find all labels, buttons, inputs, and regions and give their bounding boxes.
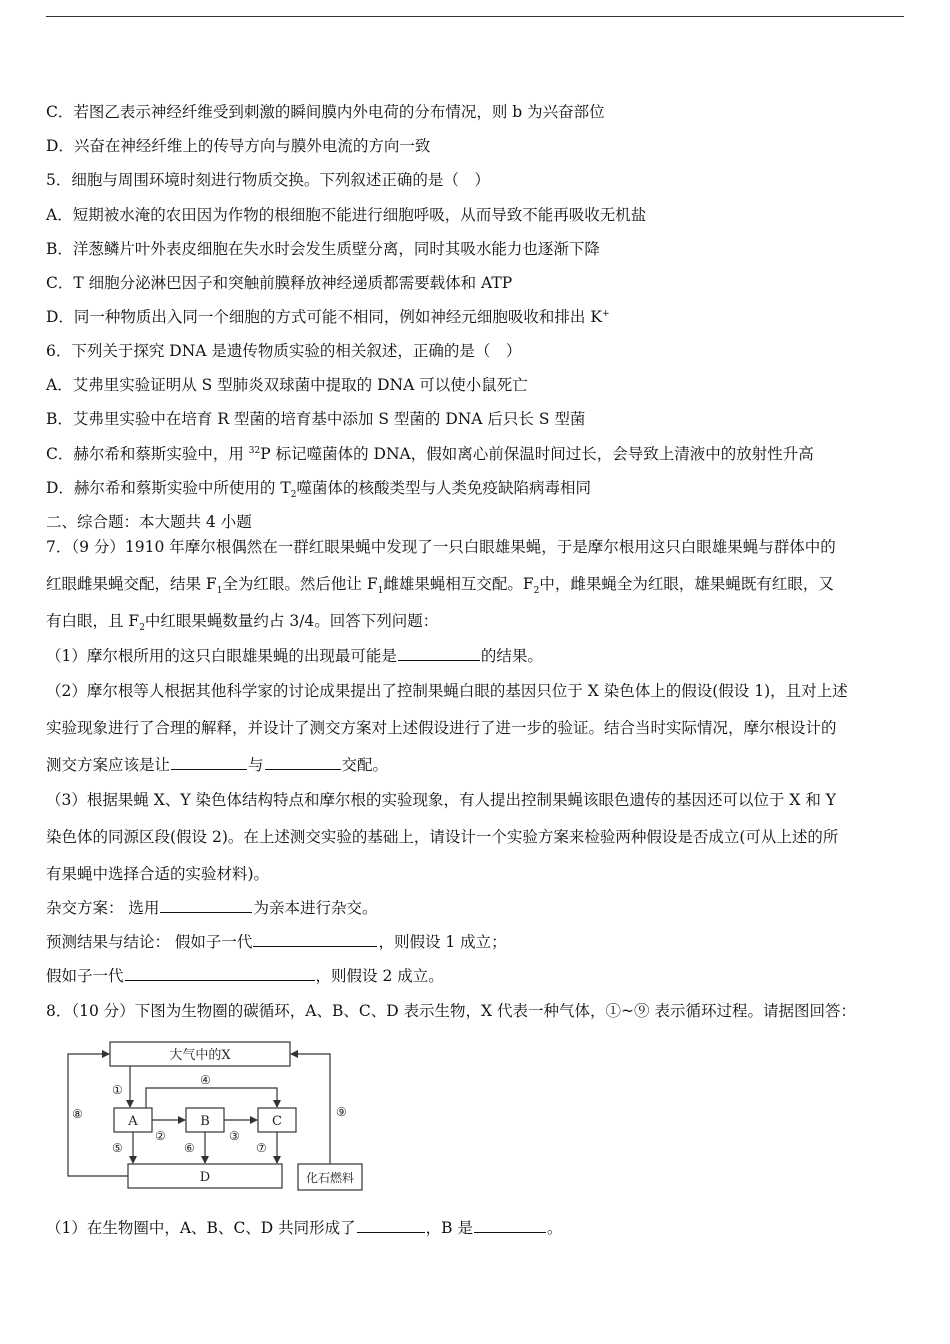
q7l3-b: 中红眼果蝇数量约占 3/4。回答下列问题：: [144, 612, 439, 630]
question-5: 5．细胞与周围环境时刻进行物质交换。下列叙述正确的是（ ）: [46, 171, 490, 189]
answer-blank[interactable]: [474, 1218, 546, 1233]
q7l2-d: 中，雌果蝇全为红眼，雄果蝇既有红眼，又: [539, 575, 834, 593]
q7-3-5a: 预测结果与结论： 假如子一代: [46, 933, 253, 951]
step-6: ⑥: [184, 1141, 195, 1155]
q6d-subscript: 2: [290, 490, 297, 501]
answer-blank[interactable]: [160, 898, 252, 913]
q7-sub-3-line-3: 有果蝇中选择合适的实验材料)。: [46, 865, 270, 883]
q6-option-b: B．艾弗里实验中在培育 R 型菌的培育基中添加 S 型菌的 DNA 后只长 S 型菌: [46, 410, 586, 428]
arrow-9: [291, 1054, 330, 1164]
q7-sub-3-line-2: 染色体的同源区段(假设 2)。在上述测交实验的基础上，请设计一个实验方案来检验两种假设是否成立(可从上述的所: [46, 828, 839, 846]
q7-sub-3-line-6: [46, 966, 906, 986]
q4-option-c: C．若图乙表示神经纤维受到刺激的瞬间膜内外电荷的分布情况，则 b 为兴奋部位: [46, 103, 605, 121]
arrow-4: [146, 1088, 277, 1108]
q7-sub-3-line-1: （3）根据果蝇 X、Y 染色体结构特点和摩尔根的实验现象，有人提出控制果蝇该眼色遗传的基因还可以位于 X 和 Y: [46, 791, 837, 809]
q7l3-a: 有白眼，且 F: [46, 612, 140, 630]
answer-blank[interactable]: [265, 755, 341, 770]
q7-3-5b: ，则假设 1 成立；: [378, 933, 507, 951]
q7l2-sub-2: 1: [377, 586, 384, 597]
q7-sub-3-line-4: [46, 898, 906, 918]
question-6: 6．下列关于探究 DNA 是遗传物质实验的相关叙述，正确的是（ ）: [46, 342, 522, 360]
q7-sub-2-line-2: 实验现象进行了合理的解释，并设计了测交方案对上述假设进行了进一步的验证。结合当时实际情况，摩尔根设计的: [46, 719, 837, 737]
q7-line-2: [46, 574, 906, 597]
q7-2-b: 与: [248, 756, 264, 774]
q5-option-a: A．短期被水淹的农田因为作物的根细胞不能进行细胞呼吸，从而导致不能再吸收无机盐: [46, 206, 647, 224]
q7-2-c: 交配。: [341, 756, 389, 774]
q8-1-b: ，B 是: [425, 1219, 473, 1237]
q7-line-1: 7．（9 分）1910 年摩尔根偶然在一群红眼果蝇中发现了一只白眼雄果蝇，于是摩尔根用这只白眼雄果蝇与群体中的: [46, 538, 836, 556]
q5d-superscript: +: [601, 308, 610, 319]
section-2-heading: 二、综合题：本大题共 4 小题: [46, 513, 252, 531]
q7-1-a: （1）摩尔根所用的这只白眼雄果蝇的出现最可能是: [46, 647, 397, 665]
q7-2-a: 测交方案应该是让: [46, 756, 171, 774]
q7-3-6b: ，则假设 2 成立。: [315, 967, 444, 985]
q4-option-d: D．兴奋在神经纤维上的传导方向与膜外电流的方向一致: [46, 137, 431, 155]
q7-sub-2-line-3: [46, 755, 906, 775]
q8-1-a: （1）在生物圈中，A、B、C、D 共同形成了: [46, 1219, 356, 1237]
q7-sub-3-line-5: [46, 932, 906, 952]
q5-option-b: B．洋葱鳞片叶外表皮细胞在失水时会发生质壁分离，同时其吸水能力也逐渐下降: [46, 240, 600, 258]
header-rule: [46, 16, 904, 17]
step-3: ③: [229, 1129, 240, 1143]
label-fossil-fuel: 化石燃料: [305, 1171, 355, 1185]
q6-option-c: [46, 444, 906, 464]
q6d-text-1: D．赫尔希和蔡斯实验中所使用的 T: [46, 479, 291, 497]
q5-option-c: C．T 细胞分泌淋巴因子和突触前膜释放神经递质都需要载体和 ATP: [46, 274, 513, 292]
q7l2-b: 全为红眼。然后他让 F: [222, 575, 378, 593]
step-9: ⑨: [336, 1105, 347, 1119]
q7-3-4b: 为亲本进行杂交。: [253, 899, 378, 917]
q8-1-c: 。: [547, 1219, 563, 1237]
answer-blank[interactable]: [171, 755, 247, 770]
q7-3-6a: 假如子一代: [46, 967, 124, 985]
q7l2-a: 红眼雌果蝇交配，结果 F: [46, 575, 217, 593]
step-1: ①: [112, 1083, 123, 1097]
label-b: B: [200, 1114, 210, 1129]
q6c-text-1: C．赫尔希和蔡斯实验中，用: [46, 445, 249, 463]
q8-sub-1: [46, 1218, 906, 1238]
q7-line-3: [46, 611, 906, 634]
answer-blank[interactable]: [398, 646, 480, 661]
q6d-text-2: 噬菌体的核酸类型与人类免疫缺陷病毒相同: [296, 479, 591, 497]
atmosphere-x-label: 大气中的X: [169, 1048, 231, 1063]
answer-blank[interactable]: [125, 966, 315, 981]
q7-3-4a: 杂交方案： 选用: [46, 899, 160, 917]
label-d: D: [199, 1170, 211, 1185]
q7-1-b: 的结果。: [480, 647, 543, 665]
label-a: A: [128, 1114, 138, 1129]
q7l2-sub-1: 1: [216, 586, 223, 597]
carbon-cycle-diagram: [62, 1036, 372, 1198]
q7-sub-2-line-1: （2）摩尔根等人根据其他科学家的讨论成果提出了控制果蝇白眼的基因只位于 X 染色体上的假设(假设 1)，且对上述: [46, 682, 848, 700]
step-2: ②: [155, 1129, 166, 1143]
step-8: ⑧: [72, 1107, 83, 1121]
q7-sub-1: [46, 646, 906, 666]
q6-option-a: A．艾弗里实验证明从 S 型肺炎双球菌中提取的 DNA 可以使小鼠死亡: [46, 376, 528, 394]
label-c: C: [272, 1114, 282, 1129]
q6c-superscript: 32: [248, 445, 261, 456]
q6c-text-2: P 标记噬菌体的 DNA，假如离心前保温时间过长，会导致上清液中的放射性升高: [260, 445, 814, 463]
q5-option-d: [46, 307, 906, 327]
question-8: 8．（10 分）下图为生物圈的碳循环，A、B、C、D 表示生物，X 代表一种气体，①~⑨ 表示循环过程。请据图回答：: [46, 1002, 856, 1020]
q7l3-sub: 2: [139, 623, 145, 634]
answer-blank[interactable]: [253, 932, 377, 947]
step-7: ⑦: [256, 1141, 267, 1155]
q7l2-c: 雌雄果蝇相互交配。F: [383, 575, 534, 593]
q7l2-sub-3: 2: [533, 586, 540, 597]
step-5: ⑤: [112, 1141, 123, 1155]
answer-blank[interactable]: [357, 1218, 425, 1233]
q6-option-d: [46, 478, 906, 501]
step-4: ④: [200, 1073, 211, 1087]
q5d-text: D．同一种物质出入同一个细胞的方式可能不相同，例如神经元细胞吸收和排出 K: [46, 308, 602, 326]
